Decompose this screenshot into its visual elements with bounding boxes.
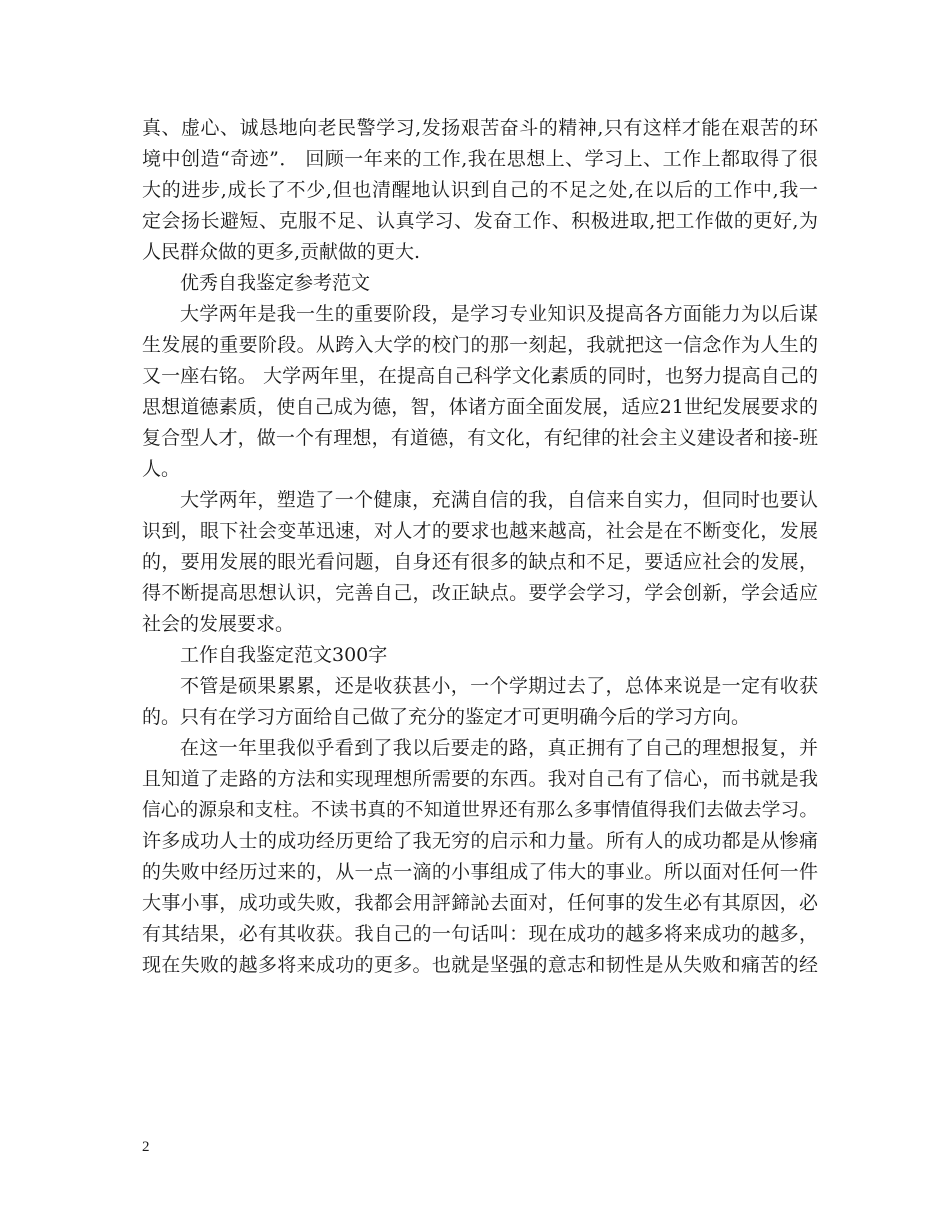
text-line: 识到，眼下社会变革迅速，对人才的要求也越来越高，社会是在不断变化，发展 (142, 520, 818, 542)
text-line: 且知道了走路的方法和实现理想所需要的东西。我对自己有了信心，而书就是我 (142, 768, 818, 790)
text-line: 社会的发展要求。 (142, 613, 295, 635)
text-line: 复合型人才，做一个有理想，有道德，有文化，有纪律的社会主义建设者和接-班 (142, 427, 818, 449)
text-line: 境中创造“奇迹”． 回顾一年来的工作,我在思想上、学习上、工作上都取得了很 (142, 148, 818, 170)
text-line: 的失败中经历过来的，从一点一滴的小事组成了伟大的事业。所以面对任何一件 (142, 861, 818, 883)
text-line: 的，要用发展的眼光看问题，自身还有很多的缺点和不足，要适应社会的发展， (142, 551, 818, 573)
text-line: 得不断提高思想认识，完善自己，改正缺点。要学会学习，学会创新，学会适应 (142, 582, 818, 604)
document-body (142, 113, 818, 981)
text-line: 真、虚心、诚恳地向老民警学习,发扬艰苦奋斗的精神,只有这样才能在艰苦的环 (142, 117, 818, 139)
text-line: 又一座右铭。 大学两年里，在提高自己科学文化素质的同时，也努力提高自己的 (142, 365, 818, 387)
text-line: 大事小事，成功或失败，我都会用評鍗訫去面对，任何事的发生必有其原因，必 (142, 892, 818, 914)
text-line: 许多成功人士的成功经历更给了我无穷的启示和力量。所有人的成功都是从惨痛 (142, 830, 818, 852)
text-line: 信心的源泉和支柱。不读书真的不知道世界还有那么多事情值得我们去做去学习。 (142, 800, 818, 821)
text-line: 有其结果，必有其收获。我自己的一句话叫：现在成功的越多将来成功的越多， (142, 923, 818, 945)
text-line: 不管是硕果累累，还是收获甚小，一个学期过去了，总体来说是一定有收获 (180, 675, 818, 697)
text-line: 人。 (142, 458, 181, 480)
text-line: 的。只有在学习方面给自己做了充分的鉴定才可更明确今后的学习方向。 (142, 706, 751, 728)
text-line: 生发展的重要阶段。从跨入大学的校门的那一刻起，我就把这一信念作为人生的 (142, 334, 818, 356)
text-line: 定会扬长避短、克服不足、认真学习、发奋工作、积极进取,把工作做的更好,为 (142, 210, 818, 232)
text-line: 在这一年里我似乎看到了我以后要走的路，真正拥有了自己的理想报复，并 (180, 737, 818, 759)
section-heading: 工作自我鉴定范文300字 (180, 644, 388, 666)
section-heading: 优秀自我鉴定参考范文 (180, 272, 371, 294)
text-line: 现在失败的越多将来成功的更多。也就是坚强的意志和韧性是从失败和痛苦的经 (142, 954, 818, 976)
text-line: 人民群众做的更多,贡献做的更大. (142, 241, 421, 263)
text-line: 大的进步,成长了不少,但也清醒地认识到自己的不足之处,在以后的工作中,我一 (142, 179, 818, 201)
text-line: 思想道德素质，使自己成为德，智，体诸方面全面发展，适应21世纪发展要求的 (142, 396, 818, 418)
text-line: 大学两年，塑造了一个健康，充满自信的我，自信来自实力，但同时也要认 (180, 489, 818, 511)
text-line: 大学两年是我一生的重要阶段，是学习专业知识及提高各方面能力为以后谋 (180, 303, 818, 325)
page-number: 2 (142, 1139, 150, 1155)
